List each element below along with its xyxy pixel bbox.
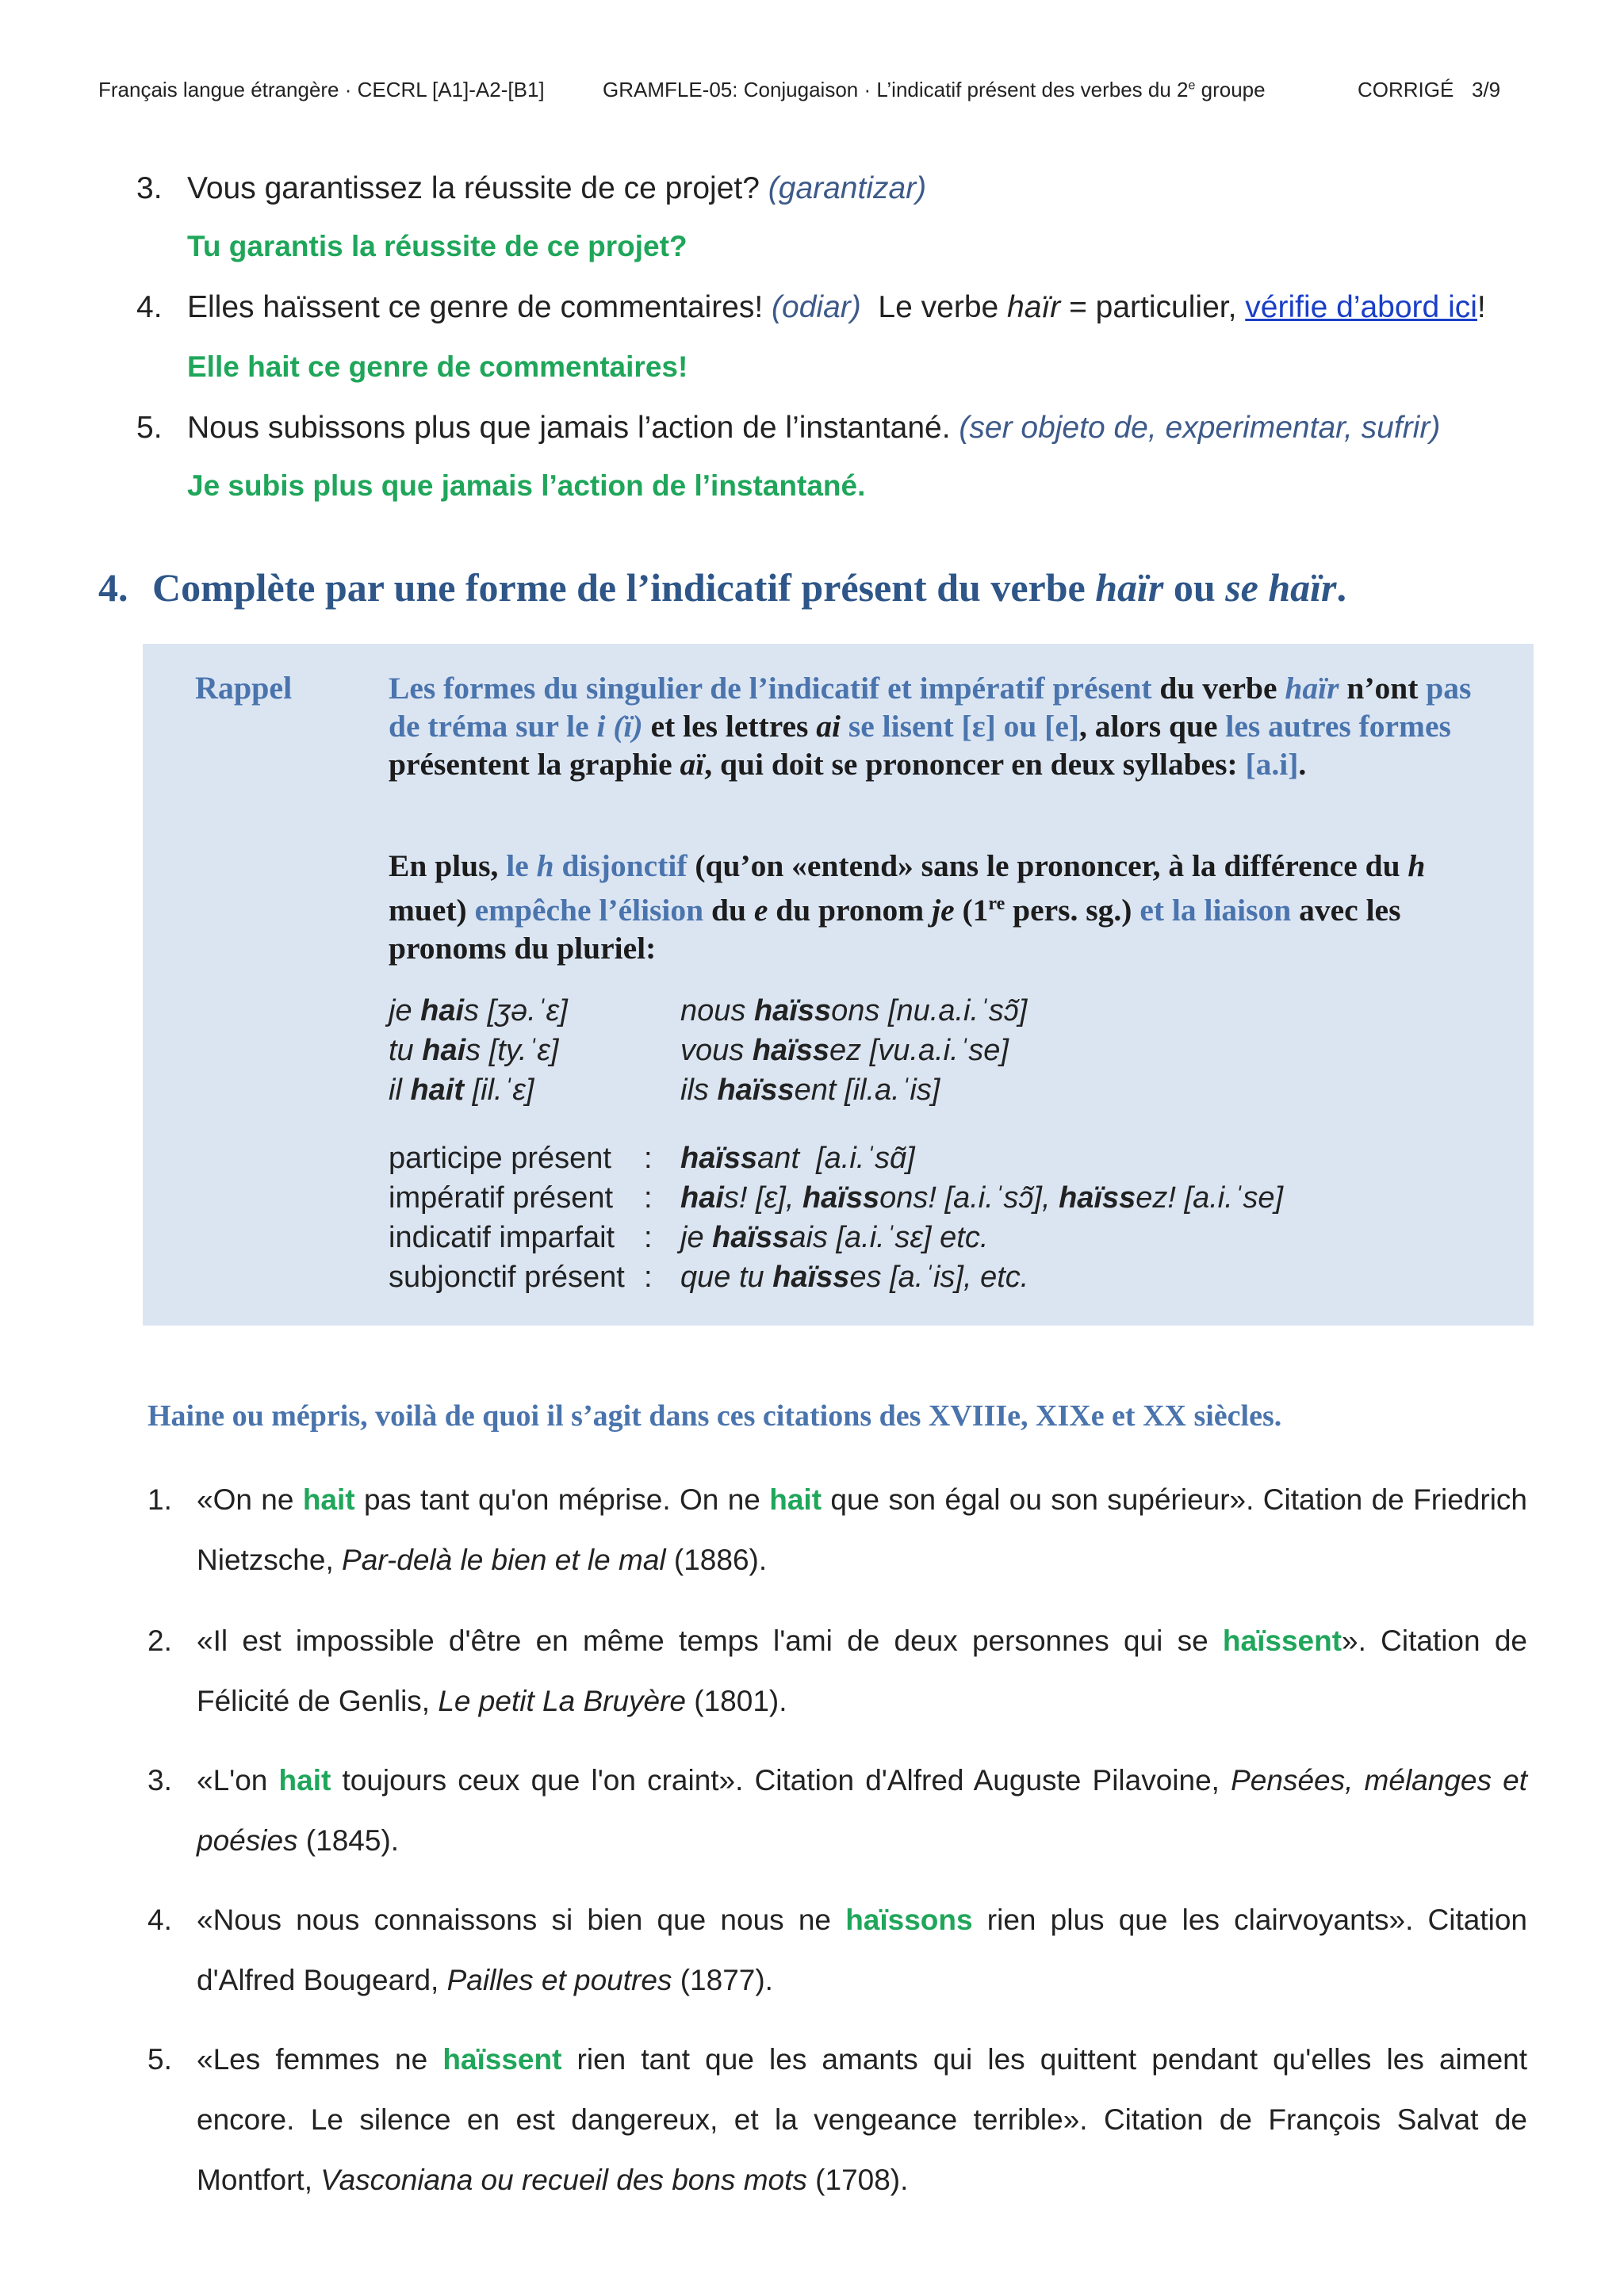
- mode-stem: haïss: [680, 1142, 758, 1175]
- mode-value: [680, 1218, 988, 1257]
- mode-stem: haïss: [712, 1221, 790, 1254]
- answer-3: Tu garantis la réussite de ce projet?: [187, 230, 688, 262]
- conj-ending: ez [vu.a.i.ˈse]: [829, 1034, 1009, 1067]
- rappel-p1-o: [a.i]: [1245, 747, 1299, 782]
- rappel-p2-c: h: [536, 848, 554, 883]
- conj-row: [389, 991, 568, 1031]
- mode-text: es [a.ˈis], etc.: [849, 1261, 1029, 1294]
- mode-stem: haïss: [802, 1181, 880, 1215]
- quote-number: 2.: [147, 1624, 172, 1657]
- module-label: [603, 78, 1266, 102]
- mode-stem: haïss: [772, 1261, 850, 1294]
- mode-colon: :: [644, 1221, 653, 1254]
- conj-ending: s [ty.ˈɛ]: [465, 1034, 559, 1067]
- item-sentence: [187, 287, 1486, 328]
- quote-fragment: que son égal ou son supérieur». Citation de Friedrich Nietzsche,: [197, 1483, 1528, 1576]
- mode-value: [680, 1138, 915, 1178]
- rappel-p1-f: i (ï): [596, 709, 643, 744]
- section-title: Complète par une forme de l’indicatif présent du verbe: [152, 565, 1096, 610]
- citations-subheading: Haine ou mépris, voilà de quoi il s’agit dans ces citations des XVIIIe, XIXe et XX siècles.: [147, 1399, 1282, 1433]
- conj-pronoun: il: [389, 1073, 411, 1107]
- rappel-p1-p: .: [1298, 747, 1307, 782]
- mode-stem: hai: [680, 1181, 724, 1215]
- rappel-p1-m: aï: [680, 747, 705, 782]
- rappel-p2-k: du pronom: [768, 893, 933, 928]
- quote-fragment: ». Citation de Félicité de Genlis,: [197, 1624, 1527, 1717]
- mode-colon: :: [644, 1261, 653, 1294]
- item-number: 3.: [136, 171, 163, 205]
- page-header: [98, 78, 1526, 109]
- note-text-2: = particulier,: [1060, 290, 1246, 324]
- conjugated-verb: hait: [302, 1483, 355, 1516]
- rappel-p1-e: pas de tréma sur le: [389, 671, 1472, 744]
- rappel-p1-c: haïr: [1285, 671, 1339, 706]
- quote-number: 5.: [147, 2043, 172, 2076]
- rappel-p2-a: En plus,: [389, 848, 507, 883]
- rappel-p1-k: les autres formes: [1225, 709, 1451, 744]
- quote-fragment: «Nous nous connaissons si bien que nous ne: [197, 1904, 846, 1936]
- rappel-p2-p: et la liaison: [1139, 893, 1292, 928]
- rappel-p1-b: du verbe: [1151, 671, 1285, 706]
- quote-fragment: (1886).: [665, 1544, 768, 1576]
- conj-row: [680, 1070, 1027, 1110]
- conj-stem: hai: [420, 994, 465, 1027]
- rappel-paragraph-2: [389, 847, 1499, 967]
- translation-hint: (odiar): [772, 290, 861, 324]
- conj-ending: ons [nu.a.i.ˈsɔ̃]: [831, 994, 1028, 1027]
- verify-link[interactable]: vérifie d’abord ici: [1245, 290, 1477, 324]
- quote-fragment: (1845).: [297, 1824, 400, 1857]
- course-label: Français langue étrangère · CECRL [A1]-A2-[B1]: [98, 78, 545, 101]
- mode-text: ais [a.i.ˈsɛ] etc.: [789, 1221, 989, 1254]
- rappel-p2-q: avec les pronoms du pluriel:: [389, 893, 1401, 966]
- rappel-label: Rappel: [195, 670, 293, 706]
- quote-fragment: «Il est impossible d'être en même temps l'ami de deux personnes qui se: [197, 1624, 1223, 1657]
- sentence-text: Elles haïssent ce genre de commentaires!: [187, 290, 772, 324]
- conj-ending: [il.ˈɛ]: [464, 1073, 534, 1107]
- rappel-p1-l: présentent la graphie: [389, 709, 1459, 782]
- note-verb: haïr: [1007, 290, 1061, 324]
- rappel-p1-n: , qui doit se prononcer en deux syllabes:: [704, 747, 1246, 782]
- page-number: 3/9: [1472, 78, 1501, 101]
- book-title: Pensées, mélanges et poésies: [197, 1764, 1528, 1857]
- conj-stem: haïss: [753, 994, 832, 1027]
- mode-text: ez! [a.i.ˈse]: [1136, 1181, 1284, 1215]
- conj-ending: s [ʒə.ˈɛ]: [464, 994, 568, 1027]
- book-title: Par-delà le bien et le mal: [342, 1544, 666, 1576]
- conj-row: [389, 1031, 568, 1070]
- module-tail: groupe: [1195, 78, 1266, 101]
- quote-fragment: pas tant qu'on méprise. On ne: [354, 1483, 770, 1516]
- quote-fragment: (1801).: [686, 1685, 787, 1717]
- rappel-p2-b: le: [506, 848, 537, 883]
- quote-text: [197, 2030, 1527, 2210]
- conj-stem: hai: [422, 1034, 466, 1067]
- section-title-mid: ou: [1163, 565, 1226, 610]
- quote-number: 3.: [147, 1764, 172, 1797]
- conj-singular: [389, 991, 568, 1110]
- mode-label: indicatif imparfait: [389, 1221, 615, 1254]
- rappel-p2-n: re: [988, 894, 1005, 914]
- mode-colon: :: [644, 1142, 653, 1175]
- conj-pronoun: tu: [389, 1034, 423, 1067]
- rappel-paragraph-1: [389, 669, 1499, 783]
- rappel-p1-g: et les lettres: [642, 709, 817, 744]
- note-text: Le verbe: [860, 290, 1008, 324]
- conjugated-verb: haïssons: [845, 1904, 973, 1936]
- book-title: Pailles et poutres: [446, 1964, 672, 1996]
- rappel-p1-i: se lisent [ɛ] ou [e]: [841, 709, 1080, 744]
- rappel-p2-g: muet): [389, 848, 1434, 928]
- quote-fragment: «L'on: [197, 1764, 279, 1797]
- quote-number: 1.: [147, 1483, 172, 1516]
- rappel-p2-o: pers. sg.): [1005, 893, 1140, 928]
- module-text: GRAMFLE-05: Conjugaison · L’indicatif présent des verbes du 2: [603, 78, 1189, 101]
- conjugated-verb: haïssent: [1222, 1624, 1342, 1657]
- mode-value: [680, 1178, 1283, 1218]
- mode-value: [680, 1257, 1028, 1297]
- rappel-p2-e: (qu’on «entend» sans le prononcer, à la différence du: [687, 848, 1408, 883]
- mode-label: participe présent: [389, 1142, 611, 1175]
- status-label: CORRIGÉ: [1358, 78, 1454, 101]
- conjugated-verb: haïssent: [442, 2043, 562, 2076]
- conj-plural: [680, 991, 1027, 1110]
- answer-4: Elle hait ce genre de commentaires!: [187, 350, 688, 383]
- mode-text: ant [a.i.ˈsɑ̃]: [757, 1142, 915, 1175]
- mode-text: je: [680, 1221, 713, 1254]
- rappel-p2-l: je: [932, 893, 955, 928]
- sentence-text: Vous garantissez la réussite de ce projet?: [187, 171, 768, 205]
- conj-ending: ent [il.a.ˈis]: [794, 1073, 940, 1107]
- translation-hint: (garantizar): [768, 171, 927, 205]
- section-4-heading: [98, 564, 1346, 610]
- item-sentence: [187, 168, 926, 209]
- module-sup: e: [1188, 78, 1196, 93]
- rappel-p1-a: Les formes du singulier de l’indicatif et impératif présent: [389, 671, 1152, 706]
- quote-fragment: «On ne: [197, 1483, 303, 1516]
- answer-5: Je subis plus que jamais l’action de l’instantané.: [187, 469, 866, 502]
- conj-stem: hait: [410, 1073, 465, 1107]
- note-end: !: [1477, 290, 1486, 324]
- quote-fragment: toujours ceux que l'on craint». Citation d'Alfred Auguste Pilavoine,: [331, 1764, 1231, 1797]
- conjugated-verb: hait: [278, 1764, 331, 1797]
- conj-pronoun: ils: [680, 1073, 718, 1107]
- conj-stem: haïss: [752, 1034, 829, 1067]
- section-verb-1: haïr: [1095, 565, 1164, 610]
- book-title: Vasconiana ou recueil des bons mots: [320, 2164, 807, 2196]
- mode-text: que tu: [680, 1261, 773, 1294]
- mode-colon: :: [644, 1181, 653, 1215]
- item-number: 4.: [136, 290, 163, 324]
- conj-row: [680, 991, 1027, 1031]
- rappel-p1-j: , alors que: [1079, 709, 1226, 744]
- quote-number: 4.: [147, 1904, 172, 1936]
- rappel-p2-j: e: [753, 893, 768, 928]
- book-title: Le petit La Bruyère: [438, 1685, 686, 1717]
- mode-stem: haïss: [1059, 1181, 1136, 1215]
- quote-fragment: «Les femmes ne: [197, 2043, 443, 2076]
- section-title-end: .: [1336, 565, 1347, 610]
- conj-stem: haïss: [717, 1073, 795, 1107]
- rappel-p2-h: empêche l’élision: [474, 893, 704, 928]
- mode-label: subjonctif présent: [389, 1261, 625, 1294]
- conj-row: [389, 1070, 568, 1110]
- mode-text: ons! [a.i.ˈsɔ̃],: [879, 1181, 1059, 1215]
- rappel-p1-h: ai: [816, 709, 841, 744]
- quote-fragment: rien plus que les clairvoyants». Citation d'Alfred Bougeard,: [197, 1904, 1527, 1996]
- quote-fragment: (1877).: [672, 1964, 773, 1996]
- quote-text: [197, 1611, 1527, 1732]
- conjugated-verb: hait: [769, 1483, 822, 1516]
- sentence-text: Nous subissons plus que jamais l’action de l’instantané.: [187, 411, 959, 445]
- quote-text: [197, 1890, 1527, 2011]
- rappel-p2-f: h: [1408, 848, 1426, 883]
- quote-text: [197, 1470, 1527, 1590]
- rappel-p2-m: (1: [954, 893, 989, 928]
- item-number: 5.: [136, 411, 163, 445]
- section-verb-2: se haïr: [1225, 565, 1337, 610]
- rappel-p1-d: n’ont: [1339, 671, 1427, 706]
- item-sentence: [187, 408, 1440, 449]
- quote-fragment: (1708).: [806, 2164, 909, 2196]
- rappel-p2-d: disjonctif: [553, 848, 688, 883]
- mode-label: impératif présent: [389, 1181, 614, 1215]
- conj-pronoun: vous: [680, 1034, 753, 1067]
- section-number: 4.: [98, 565, 128, 610]
- rappel-p2-i: du: [703, 893, 754, 928]
- conj-pronoun: nous: [680, 994, 754, 1027]
- conj-pronoun: je: [389, 994, 421, 1027]
- translation-hint: (ser objeto de, experimentar, sufrir): [959, 411, 1441, 445]
- mode-text: s! [ɛ],: [723, 1181, 802, 1215]
- conj-row: [680, 1031, 1027, 1070]
- quote-fragment: rien tant que les amants qui les quittent pendant qu'elles les aiment encore. Le silence en est dangereux, et la vengeance terrible». Citation de François Salvat de Montfort,: [197, 2043, 1528, 2196]
- quote-text: [197, 1751, 1527, 1871]
